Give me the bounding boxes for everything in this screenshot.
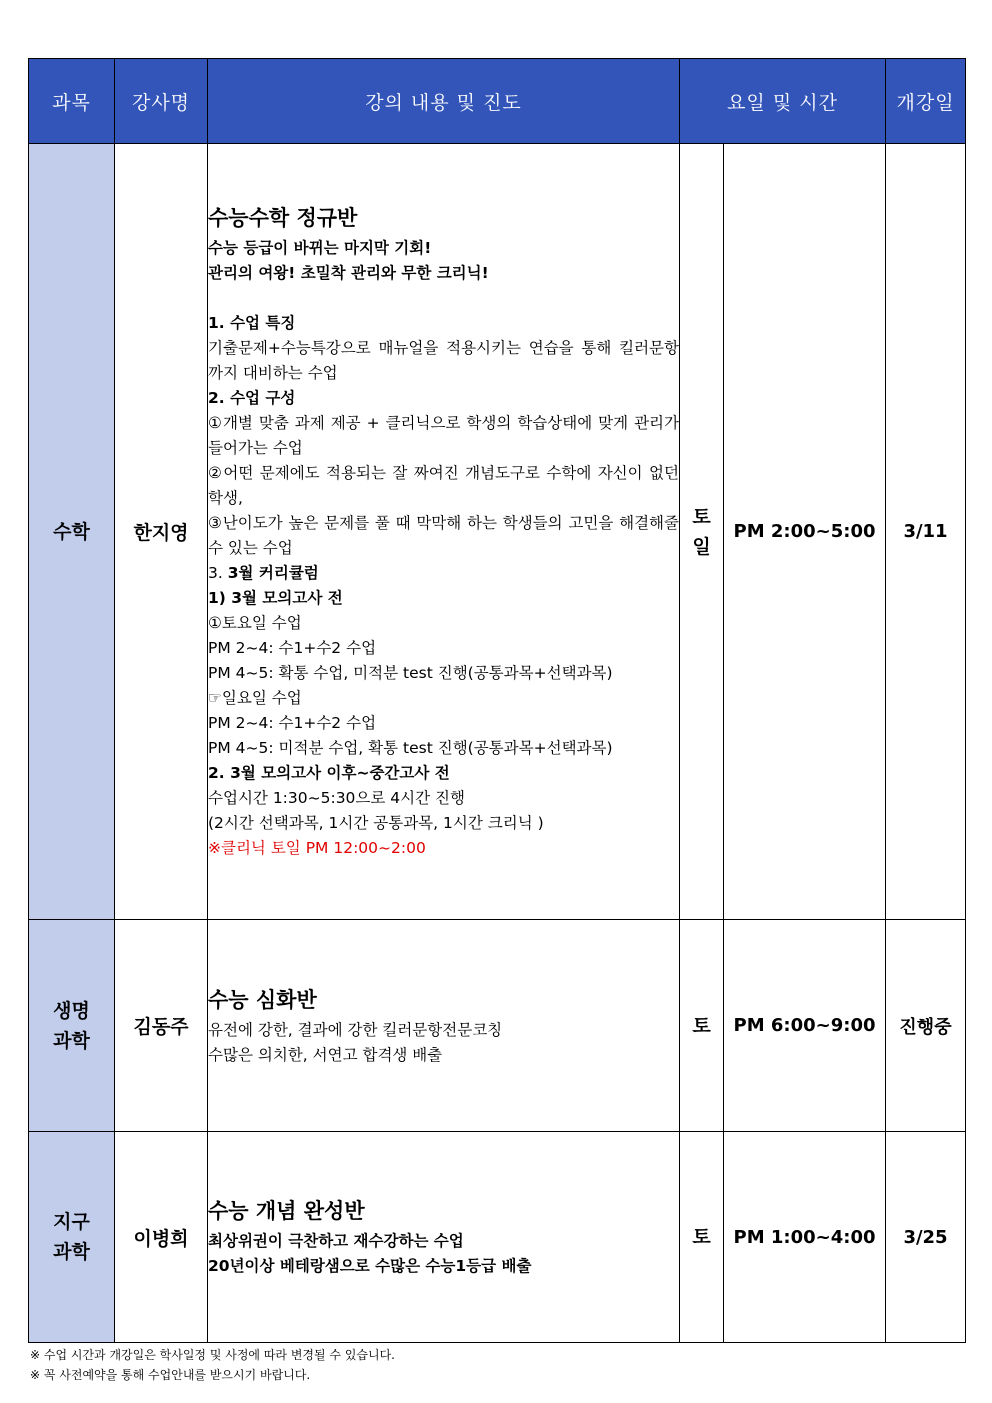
- course-content: [208, 144, 680, 920]
- header-subject: 과목: [29, 59, 115, 144]
- content-line: PM 4~5: 확통 수업, 미적분 test 진행(공통과목+선택과목): [208, 664, 613, 682]
- footnotes: [30, 1345, 395, 1385]
- schedule-table: [28, 58, 966, 1343]
- content-line: 1) 3월 모의고사 전: [208, 589, 343, 607]
- start-date: 3/25: [886, 1132, 966, 1343]
- content-line: PM 2~4: 수1+수2 수업: [208, 714, 377, 732]
- content-line: 수업시간 1:30~5:30으로 4시간 진행: [208, 789, 465, 807]
- header-schedule: 요일 및 시간: [680, 59, 886, 144]
- subject-cell: [29, 1132, 115, 1343]
- content-line: 유전에 강한, 결과에 강한 킬러문항전문코칭: [208, 1020, 503, 1039]
- content-line: ③난이도가 높은 문제를 풀 때 막막해 하는 학생들의 고민을 해결해줄 수 있는 수업: [208, 514, 679, 557]
- content-line: 20년이상 베테랑샘으로 수많은 수능1등급 배출: [208, 1257, 532, 1275]
- content-line: 2. 3월 모의고사 이후~중간고사 전: [208, 764, 450, 782]
- time-cell: PM 6:00~9:00: [724, 920, 886, 1132]
- footnote: ※ 수업 시간과 개강일은 학사일정 및 사정에 따라 변경될 수 있습니다.: [30, 1348, 395, 1362]
- teacher-name: 김동주: [115, 920, 208, 1132]
- content-line-number: 3.: [208, 564, 223, 582]
- subject-label: 생명: [53, 999, 90, 1022]
- start-date: 3/11: [886, 144, 966, 920]
- day-cell: [680, 144, 724, 920]
- time-cell: PM 2:00~5:00: [724, 144, 886, 920]
- day-label: 토: [692, 505, 711, 528]
- header-content: 강의 내용 및 진도: [208, 59, 680, 144]
- content-line: 2. 수업 구성: [208, 389, 296, 407]
- day-cell: 토: [680, 920, 724, 1132]
- clinic-note: ※클리닉 토일 PM 12:00~2:00: [208, 839, 426, 857]
- content-line: 1. 수업 특징: [208, 314, 296, 332]
- course-content: [208, 920, 680, 1132]
- content-line: ②어떤 문제에도 적용되는 잘 짜여진 개념도구로 수학에 자신이 없던 학생,: [208, 464, 679, 507]
- header-row: [29, 59, 966, 144]
- content-line: 관리의 여왕! 초밀착 관리와 무한 크리닉!: [208, 264, 489, 282]
- content-line: ①개별 맞춤 과제 제공 + 클리닉으로 학생의 학습상태에 맞게 관리가 들어가는 수업: [208, 414, 679, 457]
- start-date: 진행중: [886, 920, 966, 1132]
- teacher-name: 이병희: [115, 1132, 208, 1343]
- footnote: ※ 꼭 사전예약을 통해 수업안내를 받으시기 바랍니다.: [30, 1368, 311, 1382]
- header-teacher: 강사명: [115, 59, 208, 144]
- content-line: 수능 등급이 바뀌는 마지막 기회!: [208, 239, 432, 257]
- header-start: 개강일: [886, 59, 966, 144]
- content-line: PM 4~5: 미적분 수업, 확통 test 진행(공통과목+선택과목): [208, 739, 613, 757]
- subject-label: 지구: [53, 1211, 90, 1233]
- content-line: ①토요일 수업: [208, 614, 302, 632]
- day-cell: 토: [680, 1132, 724, 1343]
- content-line: [208, 561, 679, 586]
- content-line: PM 2~4: 수1+수2 수업: [208, 639, 377, 657]
- subject-label: 과학: [53, 1241, 90, 1263]
- subject-cell: [29, 920, 115, 1132]
- content-line: ☞일요일 수업: [208, 689, 302, 707]
- content-line: 기출문제+수능특강으로 매뉴얼을 적용시키는 연습을 통해 킬러문항까지 대비하는 수업: [208, 339, 679, 382]
- day-label: 일: [692, 535, 711, 558]
- teacher-name: 한지영: [115, 144, 208, 920]
- content-line-heading: 3월 커리큘럼: [227, 564, 319, 582]
- course-title: 수능수학 정규반: [208, 206, 358, 230]
- table-row: [29, 144, 966, 920]
- subject-label: 수학: [53, 520, 90, 543]
- subject-cell: [29, 144, 115, 920]
- subject-label: 과학: [53, 1029, 90, 1052]
- course-title: 수능 심화반: [208, 987, 317, 1012]
- content-line: (2시간 선택과목, 1시간 공통과목, 1시간 크리닉 ): [208, 814, 544, 832]
- time-cell: PM 1:00~4:00: [724, 1132, 886, 1343]
- table-row: [29, 1132, 966, 1343]
- course-title: 수능 개념 완성반: [208, 1199, 365, 1223]
- content-line: 수많은 의치한, 서연고 합격생 배출: [208, 1045, 443, 1064]
- table-row: [29, 920, 966, 1132]
- course-content: [208, 1132, 680, 1343]
- content-line: 최상위권이 극찬하고 재수강하는 수업: [208, 1232, 464, 1250]
